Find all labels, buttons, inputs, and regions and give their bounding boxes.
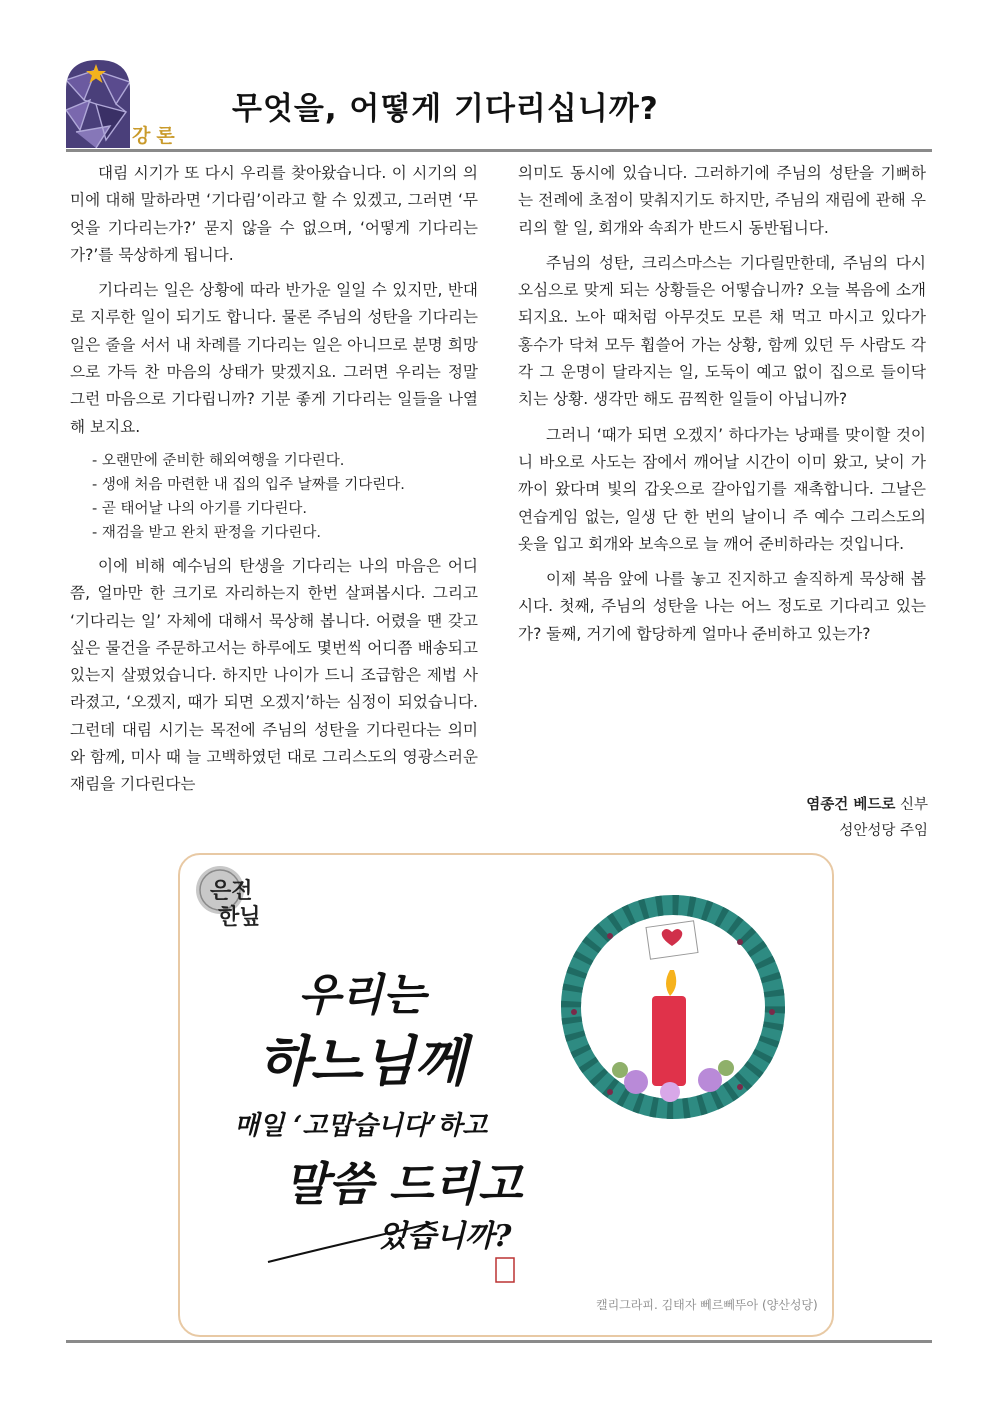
calligraphy-credit: 캘리그라피. 김태자 뻬르뻬뚜아 (양산성당) <box>596 1298 818 1312</box>
candle-flame-icon <box>666 970 676 996</box>
stained-glass-logo-icon <box>66 60 130 148</box>
paragraph: 그러니 ‘때가 되면 오겠지’ 하다가는 낭패를 맞이할 것이니 바오로 사도는 잠에서 깨어날 시간이 이미 왔고, 낮이 가까이 왔다며 빛의 갑옷으로 갈아입기를 재촉합니다. 그날은 연습게임 없는, 일생 단 한 번의 날이니 주 예수 그리스도의 옷을 입고 회개와 보속으로 늘 깨어 준비하라는 것입니다. <box>518 425 926 553</box>
author-signature <box>806 792 928 844</box>
calligraphy-line: 있습니까? <box>378 1219 512 1254</box>
page-title: 무엇을, 어떻게 기다리십니까? <box>232 91 659 127</box>
calligraphy-line: 우리는 <box>298 970 426 1021</box>
paragraph: 이제 복음 앞에 나를 놓고 진지하고 솔직하게 묵상해 봅시다. 첫째, 주님의 성탄을 나는 어느 정도로 기다리고 있는가? 둘째, 거기에 합당하게 얼마나 준비하고 있는가? <box>518 570 926 643</box>
article-right-column <box>518 160 926 656</box>
calligraphy-text <box>228 962 568 1292</box>
paragraph: 기다리는 일은 상황에 따라 반가운 일일 수 있지만, 반대로 지루한 일이 되기도 합니다. 물론 주님의 성탄을 기다리는 일은 줄을 서서 내 차례를 기다리는 일은 아니므로 분명 희망으로 가득 찬 마음의 상태가 맞겠지요. 그러면 우리는 정말 그런 마음으로 기다립니까? 기분 좋게 기다리는 일들을 나열해 보지요. <box>70 281 478 436</box>
author-name: 염종건 베드로 <box>806 797 896 813</box>
advent-wreath-icon <box>550 882 796 1132</box>
bottom-divider <box>66 1340 932 1343</box>
paragraph: 이에 비해 예수님의 탄생을 기다리는 나의 마음은 어디쯤, 얼마만 한 크기로 자리하는지 한번 살펴봅시다. 그리고 ‘기다리는 일’ 자체에 대해서 묵상해 봅니다. 어렸을 땐 갖고 싶은 물건을 주문하고서는 하루에도 몇번씩 어디쯤 배송되고 있는지 살폈었습니다. 하지만 나이가 드니 조급함은 제법 사라졌고, ‘오겠지, 때가 되면 오겠지’하는 심정이 되었습니다. 그런데 대림 시기는 목전에 주님의 성탄을 기다린다는 의미와 함께, 미사 때 늘 고백하였던 대로 그리스도의 영광스러운 재림을 기다린다는 <box>70 556 478 794</box>
paragraph: 대림 시기가 또 다시 우리를 찾아왔습니다. 이 시기의 의미에 대해 말하라면 ‘기다림’이라고 할 수 있겠고, 그러면 ‘무엇을 기다리는가?’ 묻지 않을 수 없으며, ‘어떻게 기다리는가?’를 묵상하게 됩니다. <box>70 164 478 264</box>
calligraphy-line: 매일 ‘고맙습니다’하고 <box>234 1111 488 1141</box>
candle-icon <box>652 996 686 1086</box>
seal-icon <box>496 1258 514 1282</box>
list-item: - 생애 처음 마련한 내 집의 입주 날짜를 기다린다. <box>92 476 405 493</box>
calligraphy-line: 하느님께 <box>258 1029 467 1093</box>
author-parish: 성안성당 주임 <box>839 823 928 839</box>
list-item: - 오랜만에 준비한 해외여행을 기다린다. <box>92 452 345 469</box>
coin-stamp-icon <box>186 862 278 932</box>
paragraph: 의미도 동시에 있습니다. 그러하기에 주님의 성탄을 기뻐하는 전례에 초점이 맞춰지기도 하지만, 주님의 재림에 관해 우리의 할 일, 회개와 속죄가 반드시 동반됩니다. <box>518 164 926 237</box>
article-left-column <box>70 160 478 807</box>
author-title: 신부 <box>899 797 928 813</box>
top-divider <box>66 149 932 152</box>
calligraphy-line: 말씀 드리고 <box>284 1157 523 1211</box>
list-item: - 곧 태어날 나의 아기를 기다린다. <box>92 500 307 517</box>
paragraph: 주님의 성탄, 크리스마스는 기다릴만한데, 주님의 다시 오심으로 맞게 되는 상황들은 어떻습니까? 오늘 복음에 소개되지요. 노아 때처럼 아무것도 모른 채 먹고 마시고 있다가 홍수가 닥쳐 모두 휩쓸어 가는 상황, 함께 있던 두 사람도 각각 그 운명이 달라지는 일, 도둑이 예고 없이 집으로 들이닥치는 상황. 생각만 해도 끔찍한 일들이 아닙니까? <box>518 253 926 409</box>
section-label: 강론 <box>132 125 181 147</box>
stamp-text-1: 은전 <box>210 878 253 904</box>
list-item: - 재검을 받고 완치 판정을 기다린다. <box>92 524 321 541</box>
stamp-text-2: 한닢 <box>218 904 261 930</box>
waiting-list <box>70 449 478 545</box>
